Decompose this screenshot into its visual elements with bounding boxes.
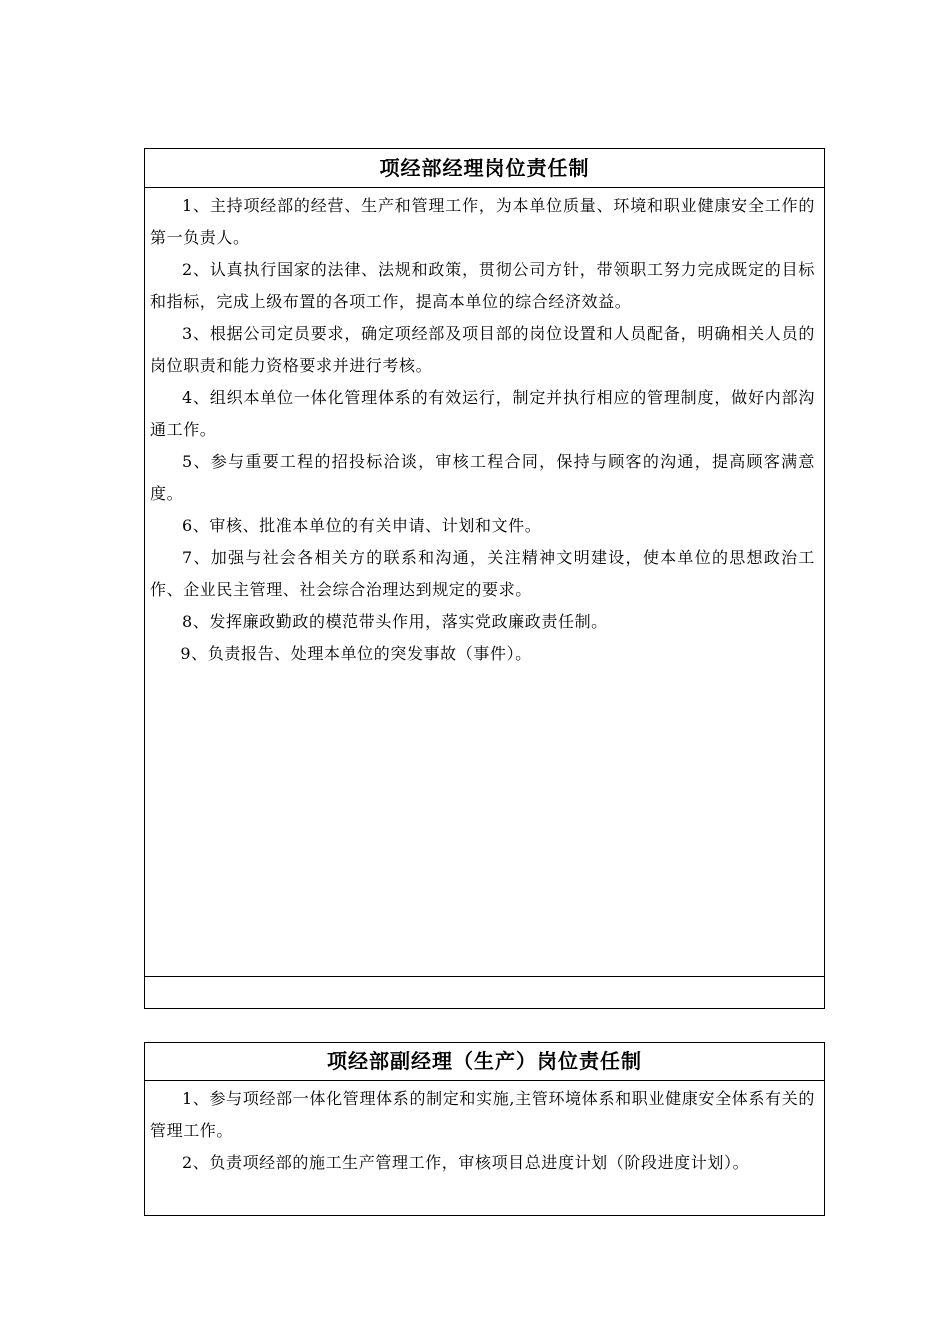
duty-item: 8、发挥廉政勤政的模范带头作用，落实党政廉政责任制。 — [182, 612, 608, 631]
empty-footer-row — [145, 976, 824, 1008]
duty-item: 1、主持项经部的经营、生产和管理工作，为本单位质量、环境和职业健康安全工作的第一负责人。 — [150, 196, 815, 247]
duty-item: 5、参与重要工程的招投标洽谈，审核工程合同，保持与顾客的沟通，提高顾客满意度。 — [150, 452, 815, 503]
duty-item: 2、认真执行国家的法律、法规和政策，贯彻公司方针，带领职工努力完成既定的目标和指标，完成上级布置的各项工作，提高本单位的综合经济效益。 — [150, 260, 815, 311]
duty-item: 3、根据公司定员要求，确定项经部及项目部的岗位设置和人员配备，明确相关人员的岗位职责和能力资格要求并进行考核。 — [150, 324, 815, 375]
duty-item: 4、组织本单位一体化管理体系的有效运行，制定并执行相应的管理制度，做好内部沟通工作。 — [150, 388, 815, 439]
duty-item: 6、审核、批准本单位的有关申请、计划和文件。 — [182, 516, 542, 535]
duty-item: 9、负责报告、处理本单位的突发事故（事件）。 — [180, 644, 532, 663]
duty-item: 7、加强与社会各相关方的联系和沟通，关注精神文明建设，使本单位的思想政治工作、企业民主管理、社会综合治理达到规定的要求。 — [150, 548, 815, 599]
deputy-manager-duty-table — [144, 1042, 825, 1216]
deputy-manager-duty-title: 项经部副经理（生产）岗位责任制 — [145, 1043, 824, 1081]
deputy-manager-duty-body — [145, 1081, 824, 1179]
duty-item: 1、参与项经部一体化管理体系的制定和实施,主管环境体系和职业健康安全体系有关的管理工作。 — [150, 1089, 815, 1140]
manager-duty-table — [144, 148, 825, 1009]
manager-duty-title: 项经部经理岗位责任制 — [145, 149, 824, 188]
manager-duty-body — [145, 188, 824, 976]
duty-item: 2、负责项经部的施工生产管理工作，审核项目总进度计划（阶段进度计划）。 — [182, 1153, 750, 1172]
